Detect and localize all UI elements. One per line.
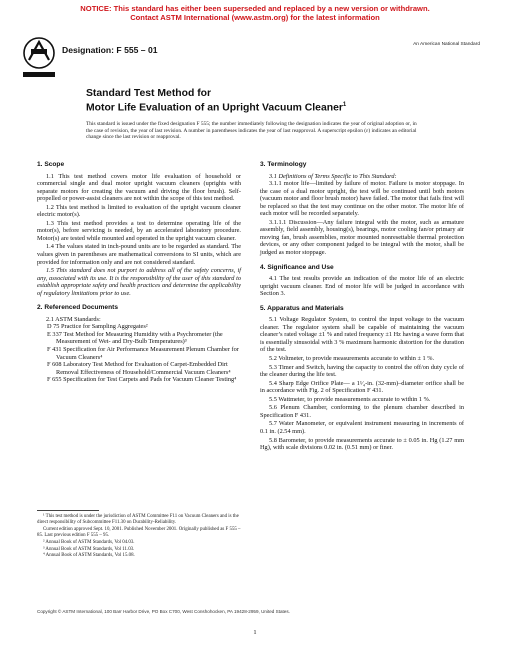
notice-line-2: Contact ASTM International (www.astm.org) for the latest information — [130, 13, 380, 22]
apparatus-5-5: 5.5 Wattmeter, to provide measurements accurate to within 1 %. — [269, 395, 431, 403]
apparatus-heading: 5. Apparatus and Materials — [260, 304, 344, 312]
terminology-3-1-1: 3.1.1 motor life—limited by failure of motor. Failure is motor stoppage. In the case of a dual motor upright, the test will be continued until both motors (vacuum motor and floor brush motor) have failed. The motor that fails first will be replaced so that the test may continue on the other motor. The motor life of each motor will be recorded separately. — [260, 180, 464, 218]
terminology-3-1-1-1: 3.1.1.1 Discussion—Any failure integral with the motor, such as armature assembly, field assembly, housing(s), bearings, motor cooling fan/or primary air moving fan, brush assemblies, motor mounted nonresettable thermal protection devices, or any other component judged to be integral with the motor, shall be judged as motor stoppage. — [260, 218, 464, 257]
apparatus-5-2: 5.2 Voltmeter, to provide measurements accurate to within ± 1 %. — [269, 355, 435, 363]
copyright-line: Copyright © ASTM International, 100 Barr Harbor Drive, PO Box C700, West Conshohocken, PA 19428-2959, United States. — [37, 609, 290, 614]
astm-logo — [20, 36, 58, 80]
right-column — [260, 161, 464, 453]
title-line-1: Standard Test Method for — [86, 88, 212, 99]
significance-heading: 4. Significance and Use — [260, 263, 334, 271]
title-footnote-mark: 1 — [342, 101, 347, 108]
apparatus-5-4: 5.4 Sharp Edge Orifice Plate— a 1¹⁄₄-in. (32-mm)–diameter orifice shall be in accordance with Fig. 2 of Specification F 431. — [260, 379, 464, 395]
title-line-2 — [86, 100, 446, 114]
apparatus-5-8: 5.8 Barometer, to provide measurements accurate to ± 0.05 in. Hg (1.27 mm Hg), with scale divisions 0.02 in. (0.51 mm) or finer. — [260, 436, 464, 452]
reference-item: F 655 Specification for Test Carpets and Pads for Vacuum Cleaner Testing⁴ — [47, 376, 237, 384]
footnote: ² Annual Book of ASTM Standards, Vol 04.03. — [43, 539, 135, 545]
significance-4-1: 4.1 The test results provide an indication of the motor life of an electric upright vacuum cleaner. End of motor life will be judged in accordance with Section 3. — [260, 275, 464, 298]
footnote: ³ Annual Book of ASTM Standards, Vol 11.03. — [43, 546, 135, 552]
page-number: 1 — [253, 629, 257, 636]
footnote: Current edition approved Sept. 10, 2001. Published November 2001. Originally published as F 555 – 85. Last previous edition F 555 – 95. — [37, 526, 241, 538]
reference-item: F 608 Laboratory Test Method for Evaluation of Carpet-Embedded Dirt Removal Effectiveness of Household/Commercial Vacuum Cleaners⁴ — [47, 361, 231, 376]
notice-line-1: NOTICE: This standard has either been superseded and replaced by a new version or withdrawn. — [80, 4, 430, 13]
footnote: ¹ This test method is under the jurisdiction of ASTM Committee F11 on Vacuum Cleaners and is the direct responsibility of Subcommittee F11.30 on Durability-Reliability. — [37, 514, 239, 525]
scope-1-2: 1.2 This test method is limited to evaluation of the upright vacuum cleaner electric motor(s). — [37, 203, 241, 219]
reference-item: D 75 Practice for Sampling Aggregates² — [47, 323, 148, 331]
organization-label: An American National Standard — [413, 42, 480, 47]
referenced-heading: 2. Referenced Documents — [37, 304, 118, 312]
terminology-sub: 3.1 Definitions of Terms Specific to This Standard: — [269, 172, 397, 180]
apparatus-5-7: 5.7 Water Manometer, or equivalent instrument measuring in increments of 0.1 in. (2.54 mm). — [260, 420, 464, 435]
footnote: ⁴ Annual Book of ASTM Standards, Vol 15.08. — [43, 553, 135, 559]
reference-item: F 431 Specification for Air Performance Measurement Plenum Chamber for Vacuum Cleaners⁴ — [47, 346, 239, 361]
preamble: This standard is issued under the fixed designation F 555; the number immediately following the designation indicates the year of original adoption or, in the case of revision, the year of last revision. A number in parentheses indicates the year of last reapproval. A superscript epsilon (ε) indicates an editorial change since the last revision or reapproval. — [86, 121, 417, 141]
document-title — [86, 88, 446, 114]
footnotes — [37, 514, 241, 560]
withdrawal-notice — [0, 4, 510, 22]
scope-1-1: 1.1 This test method covers motor life evaluation of household or commercial single and dual motor upright vacuum cleaners (uprights with separate motors for creating the vacuum and driving the floor brush). Self-propelled or power-assist cleaners are not within the scope of this test method. — [37, 172, 241, 203]
scope-1-4: 1.4 The values stated in inch-pound units are to be regarded as standard. The values given in parentheses are mathematical conversions to SI units, which are provided for information only and are not considered standard. — [37, 243, 241, 266]
left-column — [37, 161, 241, 384]
apparatus-5-1: 5.1 Voltage Regulator System, to control the input voltage to the vacuum cleaner. The regulator system shall be capable of maintaining the vacuum cleaner’s rated voltage ±1 % and rated frequency ±1 Hz having a wave form that is essentially sinusoidal with 3 % maximum harmonic distortion for the duration of the test. — [260, 316, 464, 354]
designation: Designation: F 555 – 01 — [62, 45, 158, 55]
scope-1-3: 1.3 This test method provides a test to determine operating life of the motor(s), before servicing is needed, by an accelerated laboratory procedure. Motor(s) are tested while mounted and operated in the upright vacuum cleaner. — [37, 219, 241, 242]
scope-1-5: 1.5 This standard does not purport to address all of the safety concerns, if any, associated with its use. It is the responsibility of the user of this standard to establish appropriate safety and health practices and determine the applicability of regulatory limitations prior to use. — [37, 267, 241, 297]
scope-heading: 1. Scope — [37, 161, 65, 168]
astm-standards-label: 2.1 ASTM Standards: — [46, 315, 101, 323]
footnote-rule — [37, 510, 99, 511]
apparatus-5-6: 5.6 Plenum Chamber, conforming to the plenum chamber described in Specification F 431. — [260, 404, 464, 419]
title-text: Motor Life Evaluation of an Upright Vacuum Cleaner — [86, 102, 343, 114]
apparatus-5-3: 5.3 Timer and Switch, having the capacity to control the off/on duty cycle of the cleaner during the life test. — [260, 363, 464, 379]
reference-item: E 337 Test Method for Measuring Humidity with a Psychrometer (the Measurement of Wet- and Dry-Bulb Temperatures)³ — [47, 330, 223, 346]
terminology-heading: 3. Terminology — [260, 161, 307, 168]
